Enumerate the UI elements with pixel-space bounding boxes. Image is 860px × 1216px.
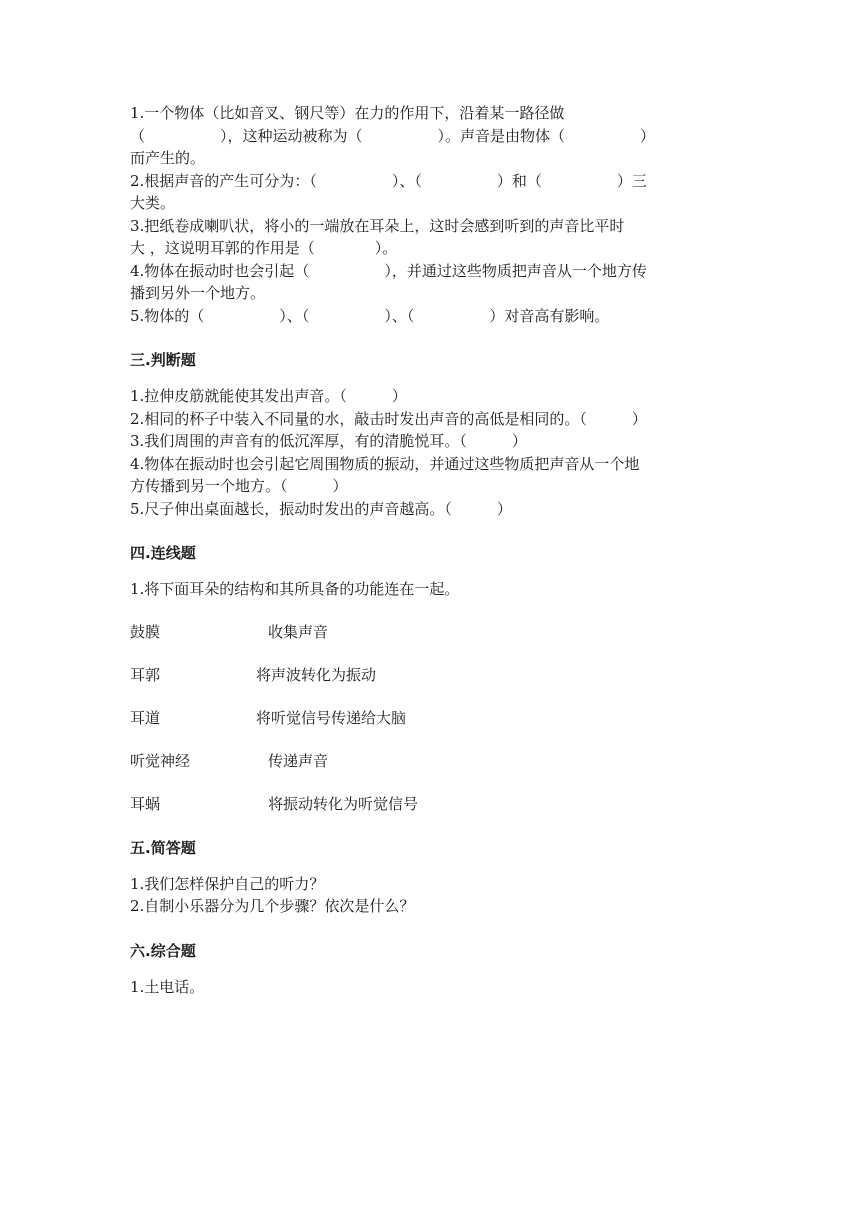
judge-question-4 (130, 453, 740, 498)
question-line: 方传播到另一个地方。（ ） (130, 477, 348, 495)
fill-question-2 (130, 170, 740, 215)
section-title: 六.综合题 (130, 941, 196, 960)
question-line: 3.我们周围的声音有的低沉浑厚，有的清脆悦耳。（ ） (130, 432, 527, 450)
match-left-item: 耳道 (130, 708, 161, 727)
question-line: 2.根据声音的产生可分为：（ ）、（ ）和（ ）三 (130, 171, 647, 190)
fill-in-section (130, 102, 740, 327)
match-row (130, 750, 740, 772)
match-left-item: 鼓膜 (130, 622, 161, 641)
question-line: 大 ，这说明耳郭的作用是（ ）。 (130, 239, 398, 257)
question-line: 播到另外一个地方。 (130, 284, 266, 302)
fill-question-1 (130, 102, 740, 170)
judge-question-1 (130, 385, 740, 408)
question-line: （ ），这种运动被称为（ ）。声音是由物体（ ） (130, 126, 656, 145)
match-row (130, 664, 740, 686)
question-line: 2.相同的杯子中装入不同量的水，敲击时发出声音的高低是相同的。（ ） (130, 409, 647, 428)
comprehensive-question-1 (130, 976, 740, 999)
question-line: 5.物体的（ ）、（ ）、（ ）对音高有影响。 (130, 306, 610, 325)
section-title: 五.简答题 (130, 838, 196, 857)
section-title: 三.判断题 (130, 351, 196, 369)
question-line: 大类。 (130, 194, 176, 212)
fill-question-3 (130, 215, 740, 260)
question-line: 1.一个物体（比如音叉、钢尺等）在力的作用下，沿着某一路径做 (130, 104, 565, 122)
section-title: 四.连线题 (130, 544, 196, 562)
question-line: 4.物体在振动时也会引起（ ），并通过这些物质把声音从一个地方传 (130, 261, 647, 280)
question-line: 3.把纸卷成喇叭状，将小的一端放在耳朵上，这时会感到听到的声音比平时 (130, 216, 625, 235)
match-left-item: 耳郭 (130, 665, 161, 684)
worksheet-page (130, 102, 740, 998)
question-line: 5.尺子伸出桌面越长，振动时发出的声音越高。（ ） (130, 499, 512, 518)
question-line: 而产生的。 (130, 149, 206, 167)
judge-question-5 (130, 498, 740, 521)
question-line: 2.自制小乐器分为几个步骤？依次是什么？ (130, 897, 415, 915)
match-row (130, 707, 740, 729)
question-line: 1.拉伸皮筋就能使其发出声音。（ ） (130, 387, 407, 405)
match-left-item: 耳蜗 (130, 794, 161, 813)
match-right-item: 将声波转化为振动 (256, 665, 377, 684)
match-right-item: 收集声音 (268, 622, 329, 641)
question-line: 1.我们怎样保护自己的听力？ (130, 874, 325, 893)
judge-question-2 (130, 408, 740, 431)
judge-question-3 (130, 430, 740, 453)
match-section (130, 542, 740, 815)
short-answer-section (130, 837, 740, 918)
match-right-item: 传递声音 (268, 751, 329, 770)
match-right-item: 将振动转化为听觉信号 (268, 794, 419, 813)
fill-question-4 (130, 260, 740, 305)
match-row (130, 621, 740, 643)
fill-question-5 (130, 305, 740, 328)
short-question-2 (130, 895, 740, 918)
match-left-item: 听觉神经 (130, 751, 191, 770)
judge-section (130, 349, 740, 520)
question-line: 1.土电话。 (130, 977, 205, 996)
comprehensive-section (130, 940, 740, 999)
match-right-item: 将听觉信号传递给大脑 (256, 708, 407, 727)
short-question-1 (130, 873, 740, 896)
match-row (130, 793, 740, 815)
match-intro: 1.将下面耳朵的结构和其所具备的功能连在一起。 (130, 580, 460, 598)
question-line: 4.物体在振动时也会引起它周围物质的振动，并通过这些物质把声音从一个地 (130, 454, 640, 473)
